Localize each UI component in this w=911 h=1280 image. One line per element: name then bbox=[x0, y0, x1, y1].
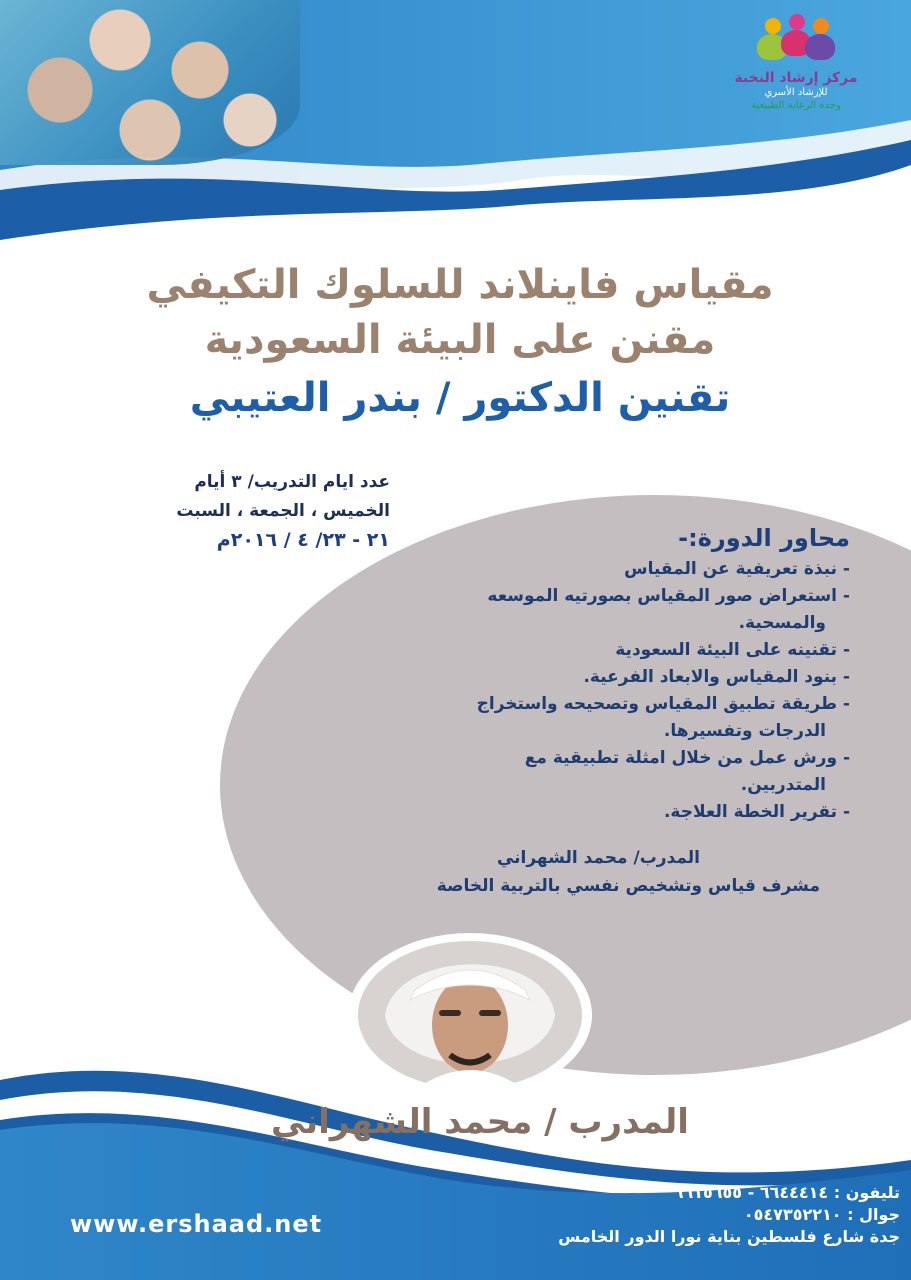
title-block bbox=[80, 258, 840, 428]
list-item: - بنود المقياس والابعاد الفرعية. bbox=[583, 667, 850, 687]
list-item: - ورش عمل من خلال امثلة تطبيقية مع bbox=[524, 748, 850, 768]
title-main: مقياس فاينلاند للسلوك التكيفي bbox=[146, 262, 774, 308]
list-item: والمسحية. bbox=[738, 613, 826, 633]
center-logo bbox=[721, 18, 871, 118]
logo-tagline: وحدة الرعاية الطبيعية bbox=[751, 100, 841, 111]
website-link[interactable]: www.ershaad.net bbox=[70, 1210, 323, 1238]
title-author: تقنين الدكتور / بندر العتيبي bbox=[189, 375, 731, 421]
list-item: - تقنينه على البيئة السعودية bbox=[615, 640, 850, 660]
trainer-portrait bbox=[345, 930, 595, 1100]
list-item: الدرجات وتفسيرها. bbox=[663, 721, 826, 741]
trainer-name-line: المدرب/ محمد الشهراني bbox=[496, 848, 700, 868]
training-days: الخميس ، الجمعة ، السبت bbox=[176, 501, 390, 521]
list-item: - استعراض صور المقياس بصورتيه الموسعه bbox=[487, 586, 850, 606]
trainer-caption: المدرب / محمد الشهراني bbox=[271, 1102, 689, 1142]
logo-name: مركز إرشاد النخبة bbox=[734, 70, 858, 86]
trainer-info bbox=[260, 844, 820, 900]
course-topics bbox=[260, 520, 850, 826]
trainer-role: مشرف قياس وتشخيص نفسي بالتربية الخاصة bbox=[436, 876, 820, 896]
list-item: - تقرير الخطة العلاجة. bbox=[663, 802, 850, 822]
list-item: - نبذة تعريفية عن المقياس bbox=[624, 559, 850, 579]
address: جدة شارع فلسطين بناية نورا الدور الخامس bbox=[558, 1227, 900, 1246]
list-item: المتدربين. bbox=[740, 775, 826, 795]
course-list bbox=[260, 556, 850, 826]
title-subtitle: مقنن على البيئة السعودية bbox=[204, 317, 716, 363]
family-figures-icon bbox=[751, 18, 841, 70]
logo-subtitle: للإرشاد الأسري bbox=[764, 87, 828, 98]
course-heading: محاور الدورة:- bbox=[678, 524, 850, 552]
training-days-count: عدد ايام التدريب/ ٣ أيام bbox=[194, 472, 390, 492]
phone-number: تليفون : ٦٦٤٤٤١٤ - ٦٦١٥٦٥٥ bbox=[673, 1183, 900, 1202]
list-item: - طريقة تطبيق المقياس وتصحيحه واستخراج bbox=[476, 694, 850, 714]
training-dates: ٢١ - ٢٣/ ٤ / ٢٠١٦م bbox=[216, 529, 390, 551]
mobile-number: جوال : ٠٥٤٧٣٥٢٢١٠ bbox=[743, 1205, 900, 1224]
contact-info bbox=[330, 1182, 900, 1248]
people-photo bbox=[0, 0, 300, 165]
